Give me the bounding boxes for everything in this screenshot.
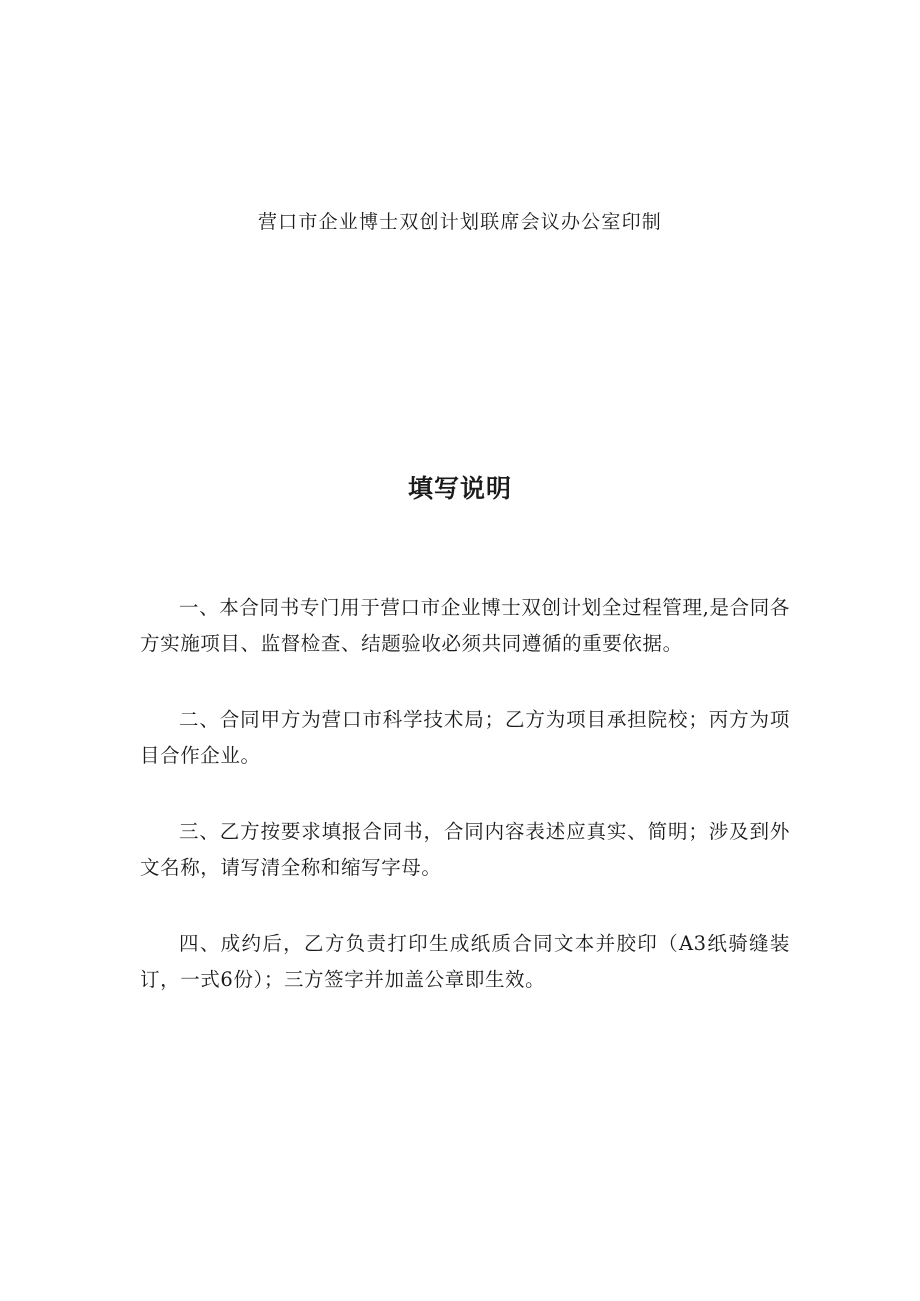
page-title: 填写说明 [407, 474, 512, 503]
instructions-section [140, 590, 790, 1038]
instruction-item-1: 一、本合同书专门用于营口市企业博士双创计划全过程管理,是合同各方实施项目、监督检查、结题验收必须共同遵循的重要依据。 [140, 596, 790, 655]
instruction-item-4: 四、成约后，乙方负责打印生成纸质合同文本并胶印（A3纸骑缝装订，一式6份）；三方签字并加盖公章即生效。 [140, 932, 790, 991]
issuer-line: 营口市企业博士双创计划联席会议办公室印制 [257, 211, 662, 233]
instruction-item-2: 二、合同甲方为营口市科学技术局；乙方为项目承担院校；丙方为项目合作企业。 [140, 708, 790, 767]
instruction-item-3: 三、乙方按要求填报合同书，合同内容表述应真实、简明；涉及到外文名称，请写清全称和缩写字母。 [140, 820, 790, 879]
